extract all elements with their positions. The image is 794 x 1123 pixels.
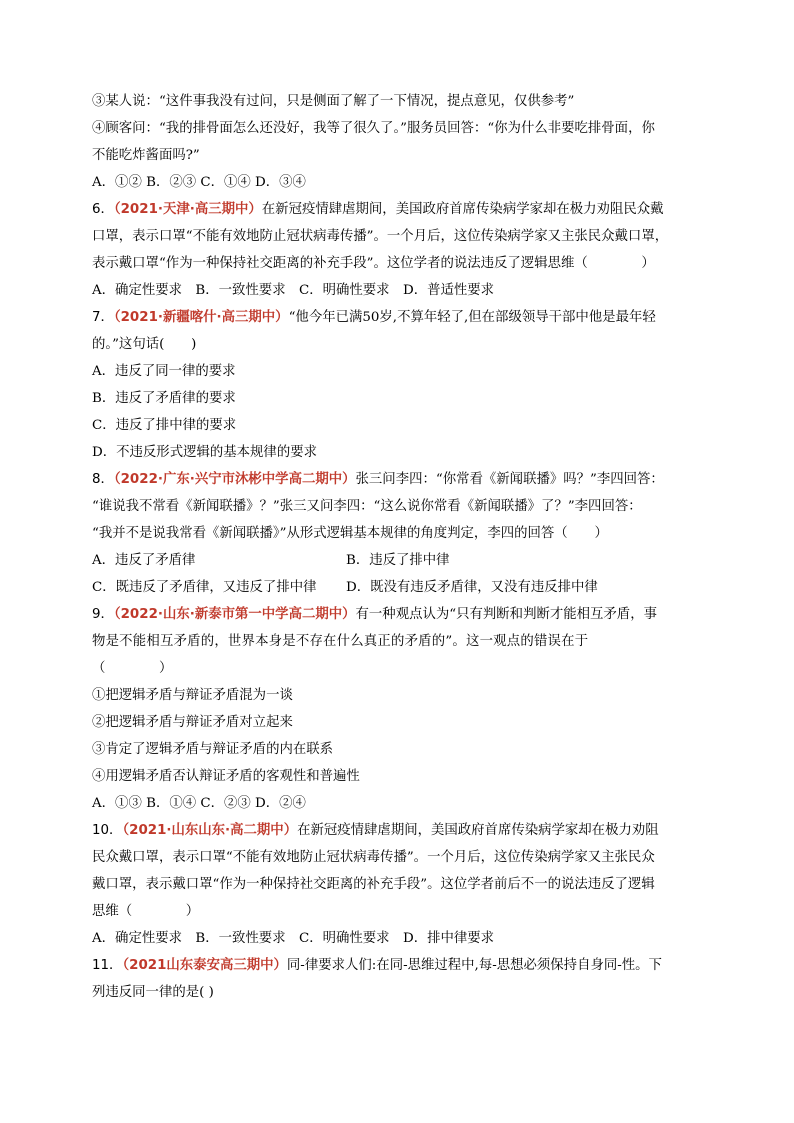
answer-choice-b: B．违反了矛盾律的要求	[92, 391, 236, 406]
question-text: “谁说我不常看《新闻联播》？”张三又问李四：“这么说你常看《新闻联播》了？”李四回答：	[92, 499, 642, 514]
question-text: 表示戴口罩“作为一种保持社交距离的补充手段”。这位学者的说法违反了逻辑思维（ ）	[92, 256, 655, 271]
question-6-stem	[92, 196, 704, 223]
answer-choice-c: C．既违反了矛盾律，又违反了排中律	[92, 580, 317, 595]
question-text: 的。”这句话( )	[92, 337, 197, 352]
answer-choice-d: D．既没有违反矛盾律，又没有违反排中律	[346, 580, 598, 595]
question-8-stem	[92, 466, 704, 493]
answer-choices-row	[92, 547, 704, 574]
answer-choices: A．①③ B．①④ C．②③ D．②④	[92, 796, 306, 811]
option-item: ③某人说：“这件事我没有过问，只是侧面了解了一下情况，提点意见，仅供参考”	[92, 94, 575, 109]
answer-choices: A．①② B．②③ C．①④ D．③④	[92, 175, 306, 190]
question-number: 7．	[92, 310, 114, 325]
question-text: 口罩，表示口罩“不能有效地防止冠状病毒传播”。一个月后，这位传染病学家又主张民众戴口罩，	[92, 229, 669, 244]
document-page	[92, 88, 704, 1006]
question-source: （2021·天津·高三期中）	[113, 202, 262, 217]
answer-choices: A．确定性要求 B．一致性要求 C．明确性要求 D．普适性要求	[92, 283, 495, 298]
question-text: 民众戴口罩，表示口罩“不能有效地防止冠状病毒传播”。一个月后，这位传染病学家又主张民众	[92, 850, 655, 865]
question-text: “他今年已满50岁,不算年轻了,但在部级领导干部中他是最年轻	[288, 310, 656, 325]
question-number: 6．	[92, 202, 114, 217]
question-11-stem	[92, 952, 704, 979]
question-text: （ ）	[92, 661, 173, 676]
option-item: 不能吃炸酱面吗?”	[92, 148, 200, 163]
question-source: （2021山东泰安高三期中）	[122, 958, 287, 973]
answer-choice-d: D．不违反形式逻辑的基本规律的要求	[92, 445, 317, 460]
question-number: 10．	[92, 823, 123, 838]
question-number: 9．	[92, 607, 114, 622]
question-text: 戴口罩，表示戴口罩“作为一种保持社交距离的补充手段”。这位学者前后不一的说法违反了逻辑	[92, 877, 655, 892]
question-text: 思维（ ）	[92, 904, 200, 919]
answer-choice-a: A．违反了矛盾律	[92, 553, 196, 568]
question-7-stem	[92, 304, 704, 331]
answer-choices: A．确定性要求 B．一致性要求 C．明确性要求 D．排中律要求	[92, 931, 495, 946]
option-item: ④顾客问：“我的排骨面怎么还没好，我等了很久了。”服务员回答：“你为什么非要吃排骨面，你	[92, 121, 655, 136]
option-item: ①把逻辑矛盾与辩证矛盾混为一谈	[92, 688, 293, 703]
question-9-stem	[92, 601, 704, 628]
question-text: 在新冠疫情肆虐期间，美国政府首席传染病学家却在极力劝阻	[297, 823, 659, 838]
answer-choice-a: A．违反了同一律的要求	[92, 364, 236, 379]
answer-choice-c: C．违反了排中律的要求	[92, 418, 237, 433]
question-text: 同-律要求人们:在同-思维过程中,每-思想必须保持自身同-性。下	[286, 958, 662, 973]
question-number: 11．	[92, 958, 123, 973]
option-item: ④用逻辑矛盾否认辩证矛盾的客观性和普遍性	[92, 769, 360, 784]
question-10-stem	[92, 817, 704, 844]
question-text: 张三问李四：“你常看《新闻联播》吗？”李四回答：	[355, 472, 664, 487]
answer-choices-row	[92, 574, 704, 601]
question-source: （2022·广东·兴宁市沐彬中学高二期中）	[113, 472, 356, 487]
question-text: 列违反同一律的是( )	[92, 985, 214, 1000]
question-text: 物是不能相互矛盾的，世界本身是不存在什么真正的矛盾的”。这一观点的错误在于	[92, 634, 589, 649]
question-text: “我并不是说我常看《新闻联播》”从形式逻辑基本规律的角度判定，李四的回答（ ）	[92, 526, 608, 541]
question-number: 8．	[92, 472, 114, 487]
answer-choice-b: B．违反了排中律	[346, 553, 450, 568]
question-source: （2022·山东·新泰市第一中学高二期中）	[113, 607, 356, 622]
question-source: （2021·山东山东·高二期中）	[122, 823, 298, 838]
question-text: 有一种观点认为“只有判断和判断才能相互矛盾，事	[355, 607, 657, 622]
question-source: （2021·新疆喀什·高三期中）	[113, 310, 289, 325]
option-item: ②把逻辑矛盾与辩证矛盾对立起来	[92, 715, 293, 730]
option-item: ③肯定了逻辑矛盾与辩证矛盾的内在联系	[92, 742, 334, 757]
question-text: 在新冠疫情肆虐期间，美国政府首席传染病学家却在极力劝阻民众戴	[261, 202, 664, 217]
